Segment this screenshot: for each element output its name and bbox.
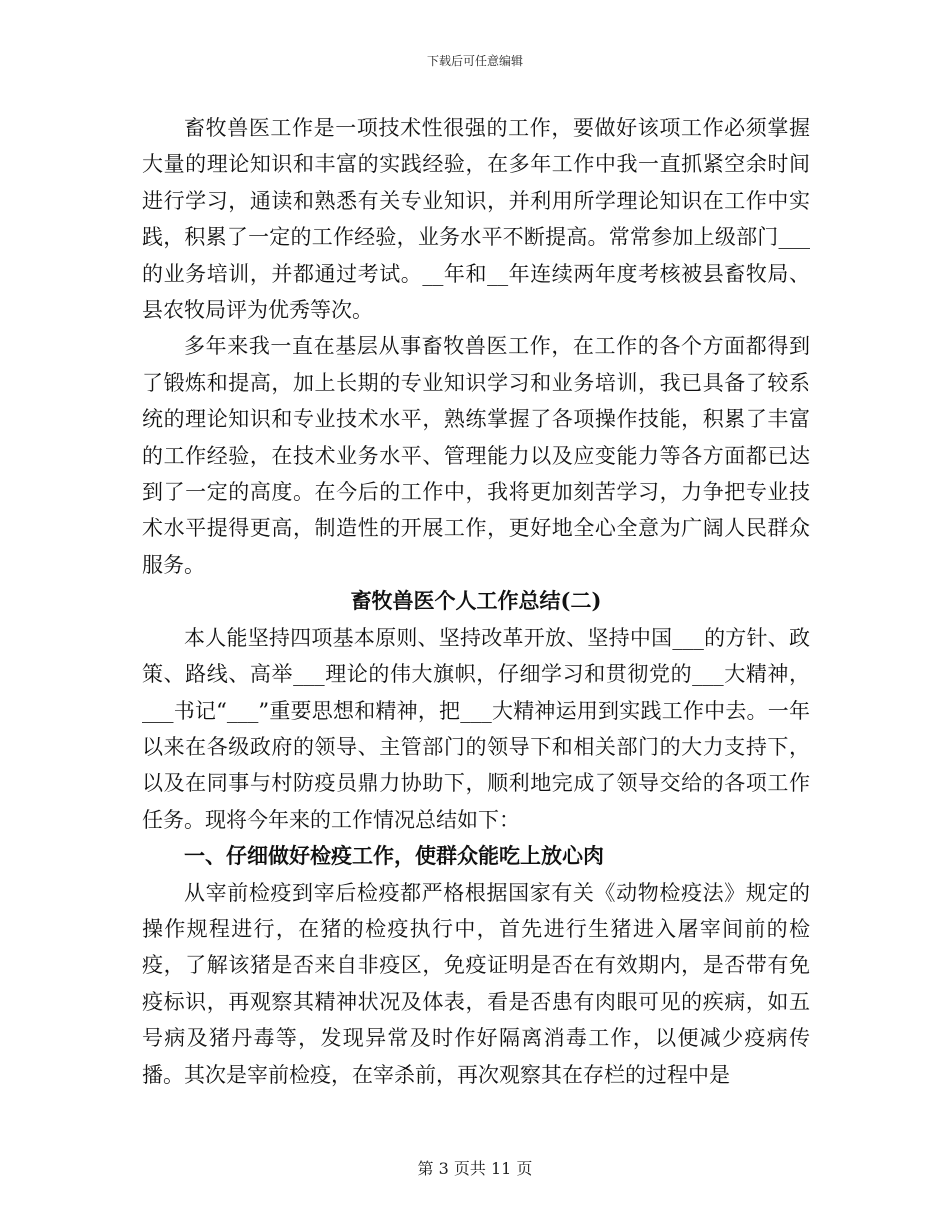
subheading-1: 一、仔细做好检疫工作，使群众能吃上放心肉 [184,843,604,869]
paragraph-1: 畜牧兽医工作是一项技术性很强的工作，要做好该项工作必须掌握大量的理论知识和丰富的实践经验，在多年工作中我一直抓紧空余时间进行学习，通读和熟悉有关专业知识，并利用所学理论知识在工作中实践，积累了一定的工作经验，业务水平不断提高。常常参加上级部门___的业务培训，并都通过考试。__年和__年连续两年度考核被县畜牧局、县农牧局评为优秀等次。 [142,116,810,323]
paragraph-3: 本人能坚持四项基本原则、坚持改革开放、坚持中国___的方针、政策、路线、高举___理论的伟大旗帜，仔细学习和贯彻党的___大精神，___书记“___”重要思想和精神，把___大精神运用到实践工作中去。一年以来在各级政府的领导、主管部门的领导下和相关部门的大力支持下，以及在同事与村防疫员鼎力协助下，顺利地完成了领导交给的各项工作任务。现将今年来的工作情况总结如下： [142,625,810,832]
header-note: 下载后可任意编辑 [426,54,523,68]
section-title: 畜牧兽医个人工作总结(二) [350,588,602,614]
paragraph-4: 从宰前检疫到宰后检疫都严格根据国家有关《动物检疫法》规定的操作规程进行，在猪的检疫执行中，首先进行生猪进入屠宰间前的检疫，了解该猪是否来自非疫区，免疫证明是否在有效期内，是否带有免疫标识，再观察其精神状况及体表，看是否患有肉眼可见的疾病，如五号病及猪丹毒等，发现异常及时作好隔离消毒工作，以便减少疫病传播。其次是宰前检疫，在宰杀前，再次观察其在存栏的过程中是 [142,880,810,1087]
page-number: 第 3 页共 11 页 [417,1159,533,1178]
paragraph-2: 多年来我一直在基层从事畜牧兽医工作，在工作的各个方面都得到了锻炼和提高，加上长期的专业知识学习和业务培训，我已具备了较系统的理论知识和专业技术水平，熟练掌握了各项操作技能，积累了丰富的工作经验，在技术业务水平、管理能力以及应变能力等各方面都已达到了一定的高度。在今后的工作中，我将更加刻苦学习，力争把专业技术水平提得更高，制造性的开展工作，更好地全心全意为广阔人民群众服务。 [142,334,810,577]
document-body [142,110,810,1093]
